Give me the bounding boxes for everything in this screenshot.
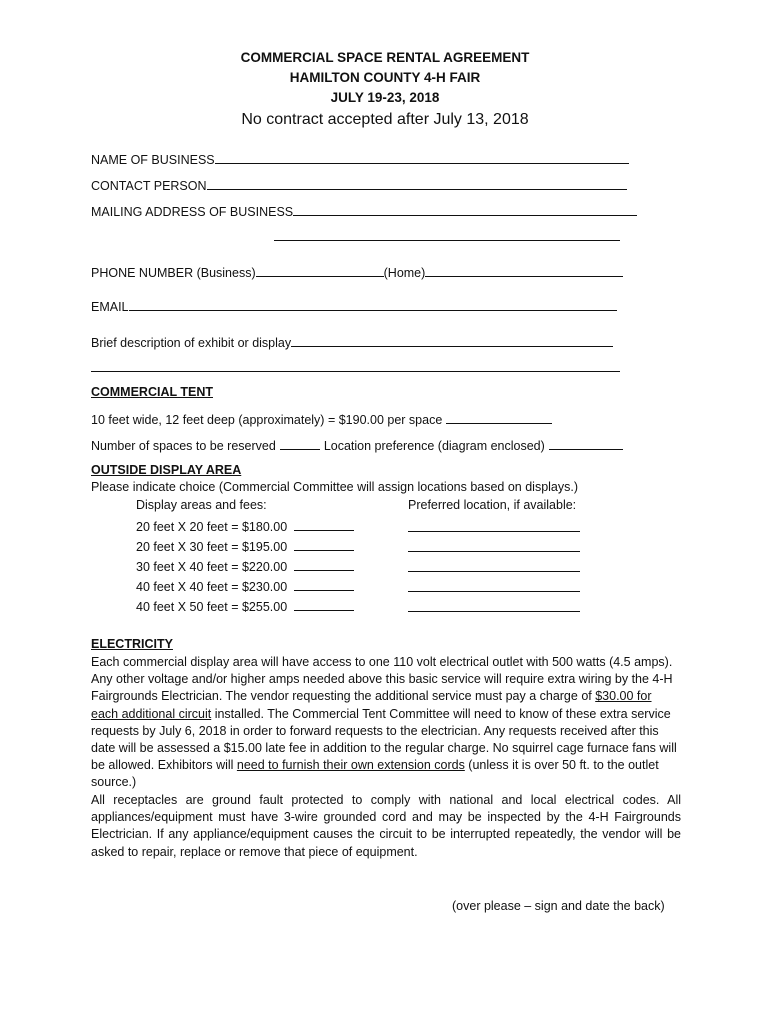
document-title: COMMERCIAL SPACE RENTAL AGREEMENT <box>240 50 530 65</box>
display-option-label: 40 feet X 50 feet = $255.00 <box>136 600 288 614</box>
location-column-header: Preferred location, if available: <box>408 498 577 512</box>
tent-price-field[interactable] <box>446 411 552 424</box>
display-option-label: 30 feet X 40 feet = $220.00 <box>136 560 288 574</box>
display-option-row <box>136 558 354 574</box>
fair-dates: JULY 19-23, 2018 <box>330 90 440 105</box>
business-name-field[interactable] <box>215 151 629 164</box>
preferred-location-field[interactable] <box>408 531 580 532</box>
electricity-heading: ELECTRICITY <box>91 637 173 651</box>
fees-column-header: Display areas and fees: <box>136 498 267 512</box>
display-option-select-field[interactable] <box>294 558 354 571</box>
mailing-address-field[interactable] <box>293 203 637 216</box>
preferred-location-field[interactable] <box>408 591 580 592</box>
footer-note: (over please – sign and date the back) <box>452 899 665 913</box>
mailing-address-row <box>91 203 637 219</box>
phone-business-field[interactable] <box>256 264 384 277</box>
tent-price-row <box>91 411 552 427</box>
contact-person-label: CONTACT PERSON <box>91 179 207 193</box>
circuit-charge-text: $30.00 for each additional circuit <box>91 689 652 721</box>
preferred-location-field[interactable] <box>408 571 580 572</box>
business-name-label: NAME OF BUSINESS <box>91 153 215 167</box>
display-option-row <box>136 518 354 534</box>
contract-deadline: No contract accepted after July 13, 2018 <box>241 111 529 128</box>
display-option-label: 20 feet X 30 feet = $195.00 <box>136 540 288 554</box>
phone-home-label: (Home) <box>383 266 426 280</box>
display-option-row <box>136 538 354 554</box>
phone-business-label: PHONE NUMBER (Business) <box>91 266 256 280</box>
mailing-address-label: MAILING ADDRESS OF BUSINESS <box>91 205 294 219</box>
description-row <box>91 334 613 350</box>
contact-person-field[interactable] <box>207 177 627 190</box>
mailing-address-field-line2[interactable] <box>274 240 620 241</box>
business-name-row <box>91 151 629 167</box>
display-option-select-field[interactable] <box>294 598 354 611</box>
display-option-label: 20 feet X 20 feet = $180.00 <box>136 520 288 534</box>
commercial-tent-heading: COMMERCIAL TENT <box>91 385 213 399</box>
outside-instructions: Please indicate choice (Commercial Committee will assign locations based on displays.) <box>91 480 579 494</box>
email-field[interactable] <box>129 298 617 311</box>
description-label: Brief description of exhibit or display <box>91 336 292 350</box>
description-field-line2[interactable] <box>91 371 620 372</box>
outside-display-heading: OUTSIDE DISPLAY AREA <box>91 463 242 477</box>
preferred-location-field[interactable] <box>408 551 580 552</box>
electricity-text: installed. The Commercial Tent Committee will need to know of these extra service requests by July 6, 2018 in order to forward requests to the electrician. Any requests received after this date will be assessed a $15.00 late fee in addition to the regular charge. No squirrel cage furnace fans will be allowed. Exhibitors will <box>91 706 677 773</box>
fair-name: HAMILTON COUNTY 4-H FAIR <box>289 70 481 85</box>
electricity-paragraph-1 <box>91 654 681 792</box>
spaces-field[interactable] <box>280 437 320 450</box>
tent-spaces-row <box>91 437 623 453</box>
electricity-text: (unless it is over 50 ft. to the outlet source.) <box>91 758 659 790</box>
electricity-text: Each commercial display area will have access to one 110 volt electrical outlet with 500 watts (4.5 amps). Any other voltage and/or higher amps needed above this basic service will require extra wiring by the 4-H Fairgrounds Electrician. The vendor requesting the additional service must pay a charge of <box>91 655 673 704</box>
electricity-paragraph-2: All receptacles are ground fault protected to comply with national and local electrical codes. All appliances/equipment must have 3-wire grounded cord and may be inspected by the 4-H Fairgrounds Electrician. If any appliance/equipment causes the circuit to be interrupted repeatedly, the vendor will be asked to repair, replace or remove that piece of equipment. <box>91 793 681 859</box>
spaces-label: Number of spaces to be reserved <box>91 439 276 453</box>
display-option-select-field[interactable] <box>294 578 354 591</box>
extension-cords-text: need to furnish their own extension cords <box>236 758 465 773</box>
display-option-select-field[interactable] <box>294 518 354 531</box>
display-option-label: 40 feet X 40 feet = $230.00 <box>136 580 288 594</box>
display-option-row <box>136 578 354 594</box>
email-row <box>91 298 617 314</box>
email-label: EMAIL <box>91 300 129 314</box>
description-field[interactable] <box>291 334 613 347</box>
phone-row <box>91 264 623 280</box>
contact-person-row <box>91 177 627 193</box>
location-preference-label: Location preference (diagram enclosed) <box>323 439 545 453</box>
preferred-location-field[interactable] <box>408 611 580 612</box>
display-option-row <box>136 598 354 614</box>
display-option-select-field[interactable] <box>294 538 354 551</box>
phone-home-field[interactable] <box>425 264 623 277</box>
tent-price-label: 10 feet wide, 12 feet deep (approximately) = $190.00 per space <box>91 413 443 427</box>
location-preference-field[interactable] <box>549 437 623 450</box>
